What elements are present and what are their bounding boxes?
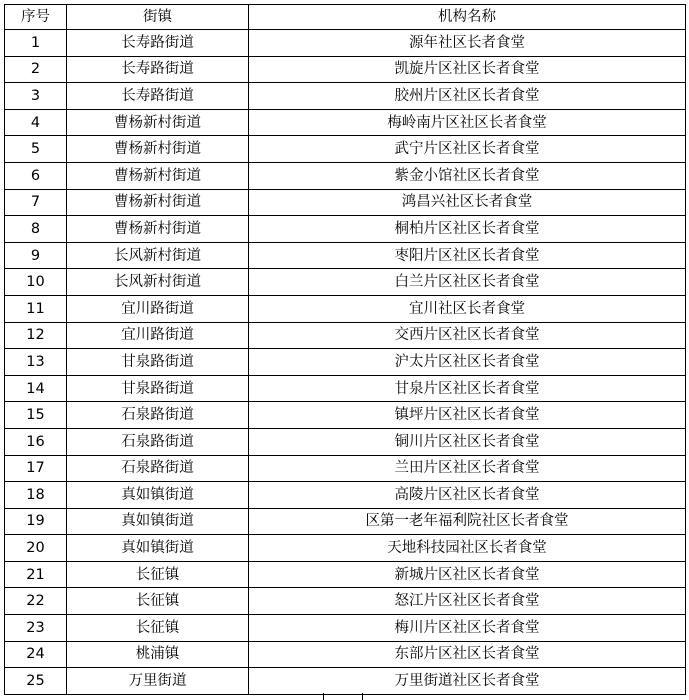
table-row <box>5 455 686 482</box>
cell-institution: 甘泉片区社区长者食堂 <box>249 375 686 402</box>
cell-index: 1 <box>5 30 67 57</box>
cell-street: 石泉路街道 <box>67 428 249 455</box>
cell-street: 曹杨新村街道 <box>67 216 249 243</box>
cell-institution: 新城片区社区长者食堂 <box>249 561 686 588</box>
cell-street: 宜川路街道 <box>67 322 249 349</box>
cell-street: 曹杨新村街道 <box>67 109 249 136</box>
table-row <box>5 668 686 695</box>
table-row <box>5 162 686 189</box>
table-row <box>5 269 686 296</box>
cell-index: 18 <box>5 482 67 509</box>
cell-street: 石泉路街道 <box>67 402 249 429</box>
cell-street: 长征镇 <box>67 588 249 615</box>
cell-street: 长寿路街道 <box>67 56 249 83</box>
cell-institution: 梅川片区社区长者食堂 <box>249 615 686 642</box>
table-row <box>5 56 686 83</box>
table-body <box>5 30 686 695</box>
cell-index: 14 <box>5 375 67 402</box>
cell-institution: 兰田片区社区长者食堂 <box>249 455 686 482</box>
cell-index: 24 <box>5 641 67 668</box>
cell-street: 长风新村街道 <box>67 242 249 269</box>
cell-street: 石泉路街道 <box>67 455 249 482</box>
cell-street: 真如镇街道 <box>67 508 249 535</box>
cell-index: 10 <box>5 269 67 296</box>
table-row <box>5 216 686 243</box>
divider <box>323 693 324 700</box>
cell-institution: 梅岭南片区社区长者食堂 <box>249 109 686 136</box>
table-row <box>5 349 686 376</box>
table-row <box>5 295 686 322</box>
cell-institution: 铜川片区社区长者食堂 <box>249 428 686 455</box>
table-row <box>5 561 686 588</box>
cell-street: 甘泉路街道 <box>67 375 249 402</box>
cell-index: 19 <box>5 508 67 535</box>
cell-index: 17 <box>5 455 67 482</box>
table-row <box>5 428 686 455</box>
table-row <box>5 322 686 349</box>
cell-index: 20 <box>5 535 67 562</box>
canteen-table <box>4 4 686 695</box>
cell-index: 22 <box>5 588 67 615</box>
table-row <box>5 189 686 216</box>
cell-institution: 区第一老年福利院社区长者食堂 <box>249 508 686 535</box>
cell-street: 曹杨新村街道 <box>67 189 249 216</box>
cell-index: 15 <box>5 402 67 429</box>
cell-institution: 紫金小馆社区长者食堂 <box>249 162 686 189</box>
divider <box>362 693 363 700</box>
cell-institution: 胶州片区社区长者食堂 <box>249 83 686 110</box>
cell-institution: 东部片区社区长者食堂 <box>249 641 686 668</box>
cell-index: 11 <box>5 295 67 322</box>
cell-index: 2 <box>5 56 67 83</box>
cell-street: 长征镇 <box>67 615 249 642</box>
cell-institution: 桐柏片区社区长者食堂 <box>249 216 686 243</box>
cell-index: 25 <box>5 668 67 695</box>
table-row <box>5 83 686 110</box>
header-row <box>5 5 686 30</box>
table-row <box>5 508 686 535</box>
cell-institution: 枣阳片区社区长者食堂 <box>249 242 686 269</box>
cell-index: 4 <box>5 109 67 136</box>
table-row <box>5 535 686 562</box>
cell-institution: 凯旋片区社区长者食堂 <box>249 56 686 83</box>
table-row <box>5 482 686 509</box>
table-row <box>5 615 686 642</box>
header-index: 序号 <box>5 5 67 30</box>
cell-index: 21 <box>5 561 67 588</box>
table-header <box>5 5 686 30</box>
cell-index: 5 <box>5 136 67 163</box>
cell-street: 甘泉路街道 <box>67 349 249 376</box>
cell-index: 23 <box>5 615 67 642</box>
cell-institution: 鸿昌兴社区长者食堂 <box>249 189 686 216</box>
table-row <box>5 402 686 429</box>
cell-index: 7 <box>5 189 67 216</box>
table-row <box>5 136 686 163</box>
cell-street: 曹杨新村街道 <box>67 162 249 189</box>
table-row <box>5 109 686 136</box>
cell-street: 长风新村街道 <box>67 269 249 296</box>
cell-street: 宜川路街道 <box>67 295 249 322</box>
table-row <box>5 641 686 668</box>
cell-street: 真如镇街道 <box>67 482 249 509</box>
cell-institution: 高陵片区社区长者食堂 <box>249 482 686 509</box>
table-row <box>5 588 686 615</box>
cell-street: 长寿路街道 <box>67 83 249 110</box>
cell-institution: 白兰片区社区长者食堂 <box>249 269 686 296</box>
cell-index: 13 <box>5 349 67 376</box>
cell-institution: 天地科技园社区长者食堂 <box>249 535 686 562</box>
cell-institution: 宜川社区长者食堂 <box>249 295 686 322</box>
cell-institution: 万里街道社区长者食堂 <box>249 668 686 695</box>
cell-street: 真如镇街道 <box>67 535 249 562</box>
cell-street: 长征镇 <box>67 561 249 588</box>
header-street: 街镇 <box>67 5 249 30</box>
cell-institution: 怒江片区社区长者食堂 <box>249 588 686 615</box>
cell-index: 9 <box>5 242 67 269</box>
cell-index: 12 <box>5 322 67 349</box>
cell-index: 8 <box>5 216 67 243</box>
cell-street: 万里街道 <box>67 668 249 695</box>
cell-street: 桃浦镇 <box>67 641 249 668</box>
cell-institution: 镇坪片区社区长者食堂 <box>249 402 686 429</box>
cell-index: 3 <box>5 83 67 110</box>
cell-institution: 源年社区长者食堂 <box>249 30 686 57</box>
cell-institution: 武宁片区社区长者食堂 <box>249 136 686 163</box>
table-row <box>5 375 686 402</box>
header-institution: 机构名称 <box>249 5 686 30</box>
cell-street: 长寿路街道 <box>67 30 249 57</box>
cell-institution: 交西片区社区长者食堂 <box>249 322 686 349</box>
cell-street: 曹杨新村街道 <box>67 136 249 163</box>
cell-index: 16 <box>5 428 67 455</box>
table-row <box>5 242 686 269</box>
cell-index: 6 <box>5 162 67 189</box>
cell-institution: 沪太片区社区长者食堂 <box>249 349 686 376</box>
table-row <box>5 30 686 57</box>
